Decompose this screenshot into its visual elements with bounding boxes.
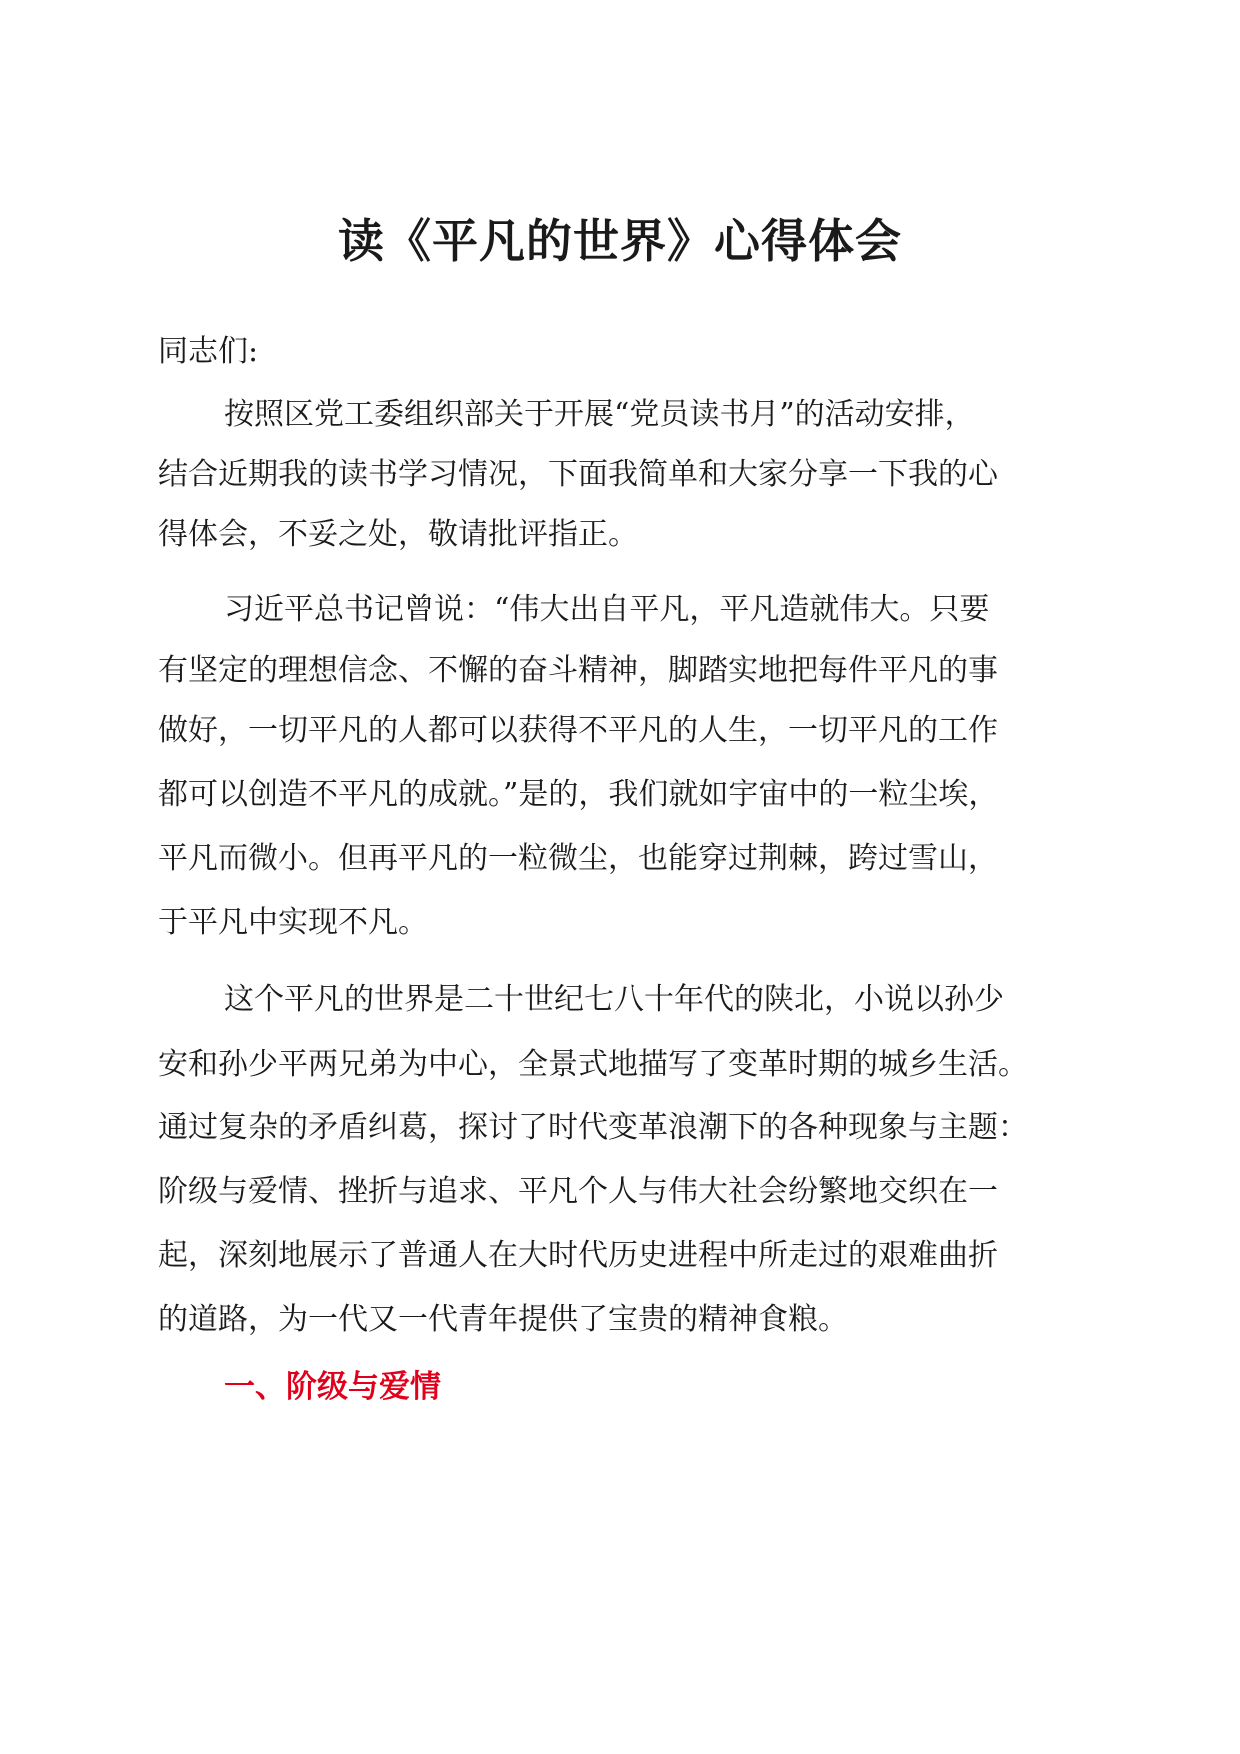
paragraph-line: 都可以创造不平凡的成就。”是的，我们就如宇宙中的一粒尘埃，: [158, 777, 999, 812]
paragraph-line: 结合近期我的读书学习情况，下面我简单和大家分享一下我的心: [158, 457, 998, 492]
paragraph-line: 得体会，不妥之处，敬请批评指正。: [158, 517, 638, 552]
paragraph-line: 于平凡中实现不凡。: [158, 905, 428, 940]
paragraph-line: 按照区党工委组织部关于开展“党员读书月”的活动安排，: [224, 397, 975, 432]
paragraph-line: 平凡而微小。但再平凡的一粒微尘，也能穿过荆棘，跨过雪山，: [158, 841, 998, 876]
paragraph-line: 有坚定的理想信念、不懈的奋斗精神，脚踏实地把每件平凡的事: [158, 653, 998, 688]
paragraph-line: 习近平总书记曾说：“伟大出自平凡，平凡造就伟大。只要: [224, 592, 990, 627]
paragraph-line: 这个平凡的世界是二十世纪七八十年代的陕北，小说以孙少: [224, 982, 1004, 1017]
paragraph-line: 起，深刻地展示了普通人在大时代历史进程中所走过的艰难曲折: [158, 1238, 998, 1273]
section-heading: 一、阶级与爱情: [224, 1369, 441, 1405]
paragraph-line: 安和孙少平两兄弟为中心，全景式地描写了变革时期的城乡生活。: [158, 1047, 1028, 1082]
paragraph-line: 做好，一切平凡的人都可以获得不平凡的人生，一切平凡的工作: [158, 713, 998, 748]
paragraph-line: 的道路，为一代又一代青年提供了宝贵的精神食粮。: [158, 1302, 848, 1337]
document-title: 读《平凡的世界》心得体会: [338, 214, 902, 268]
paragraph-line: 通过复杂的矛盾纠葛，探讨了时代变革浪潮下的各种现象与主题：: [158, 1110, 1028, 1145]
paragraph-line: 阶级与爱情、挫折与追求、平凡个人与伟大社会纷繁地交织在一: [158, 1174, 998, 1209]
greeting: 同志们:: [158, 334, 259, 369]
